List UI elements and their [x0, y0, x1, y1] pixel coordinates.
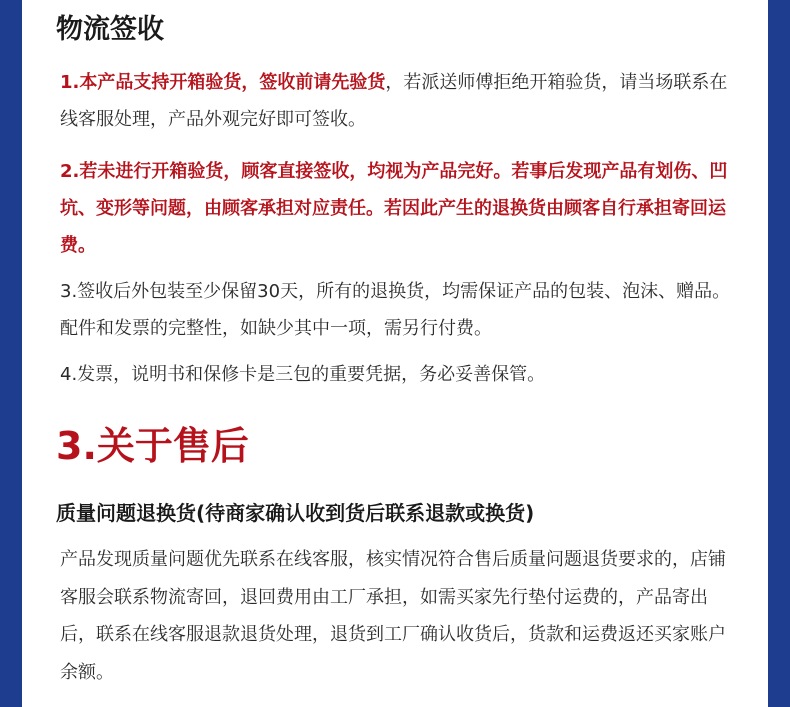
logistics-heading: 物流签收 [56, 14, 164, 45]
logistics-item-1 [60, 64, 740, 138]
item-1-text: ，若派送师傅拒绝开箱验货，请当场联系在线客服处理，产品外观完好即可签收。 [60, 72, 728, 130]
item-1-number: 1. [60, 72, 80, 93]
item-2-number: 2. [60, 161, 80, 182]
after-sales-policy-text: 产品发现质量问题优先联系在线客服，核实情况符合售后质量问题退货要求的，店铺客服会联系物流寄回，退回费用由工厂承担，如需买家先行垫付运费的，产品寄出后，联系在线客服退款退货处理，退货到工厂确认收货后，货款和运费返还买家账户余额。 [60, 549, 726, 683]
item-2-highlight: 若未进行开箱验货，顾客直接签收，均视为产品完好。若事后发现产品有划伤、凹坑、变形等问题，由顾客承担对应责任。若因此产生的退换货由顾客自行承担寄回运费。 [60, 161, 728, 256]
item-1-highlight: 本产品支持开箱验货，签收前请先验货 [79, 72, 386, 93]
after-sales-heading: 3.关于售后 [56, 424, 249, 468]
logistics-item-4: 4.发票，说明书和保修卡是三包的重要凭据，务必妥善保管。 [60, 364, 546, 385]
content-panel [22, 0, 768, 707]
quality-return-subheading: 质量问题退换货(待商家确认收到货后联系退款或换货) [56, 501, 535, 525]
logistics-item-3: 3.签收后外包装至少保留30天，所有的退换货，均需保证产品的包装、泡沫、赠品。配件和发票的完整性，如缺少其中一项，需另行付费。 [60, 281, 731, 339]
logistics-item-2 [60, 153, 740, 264]
